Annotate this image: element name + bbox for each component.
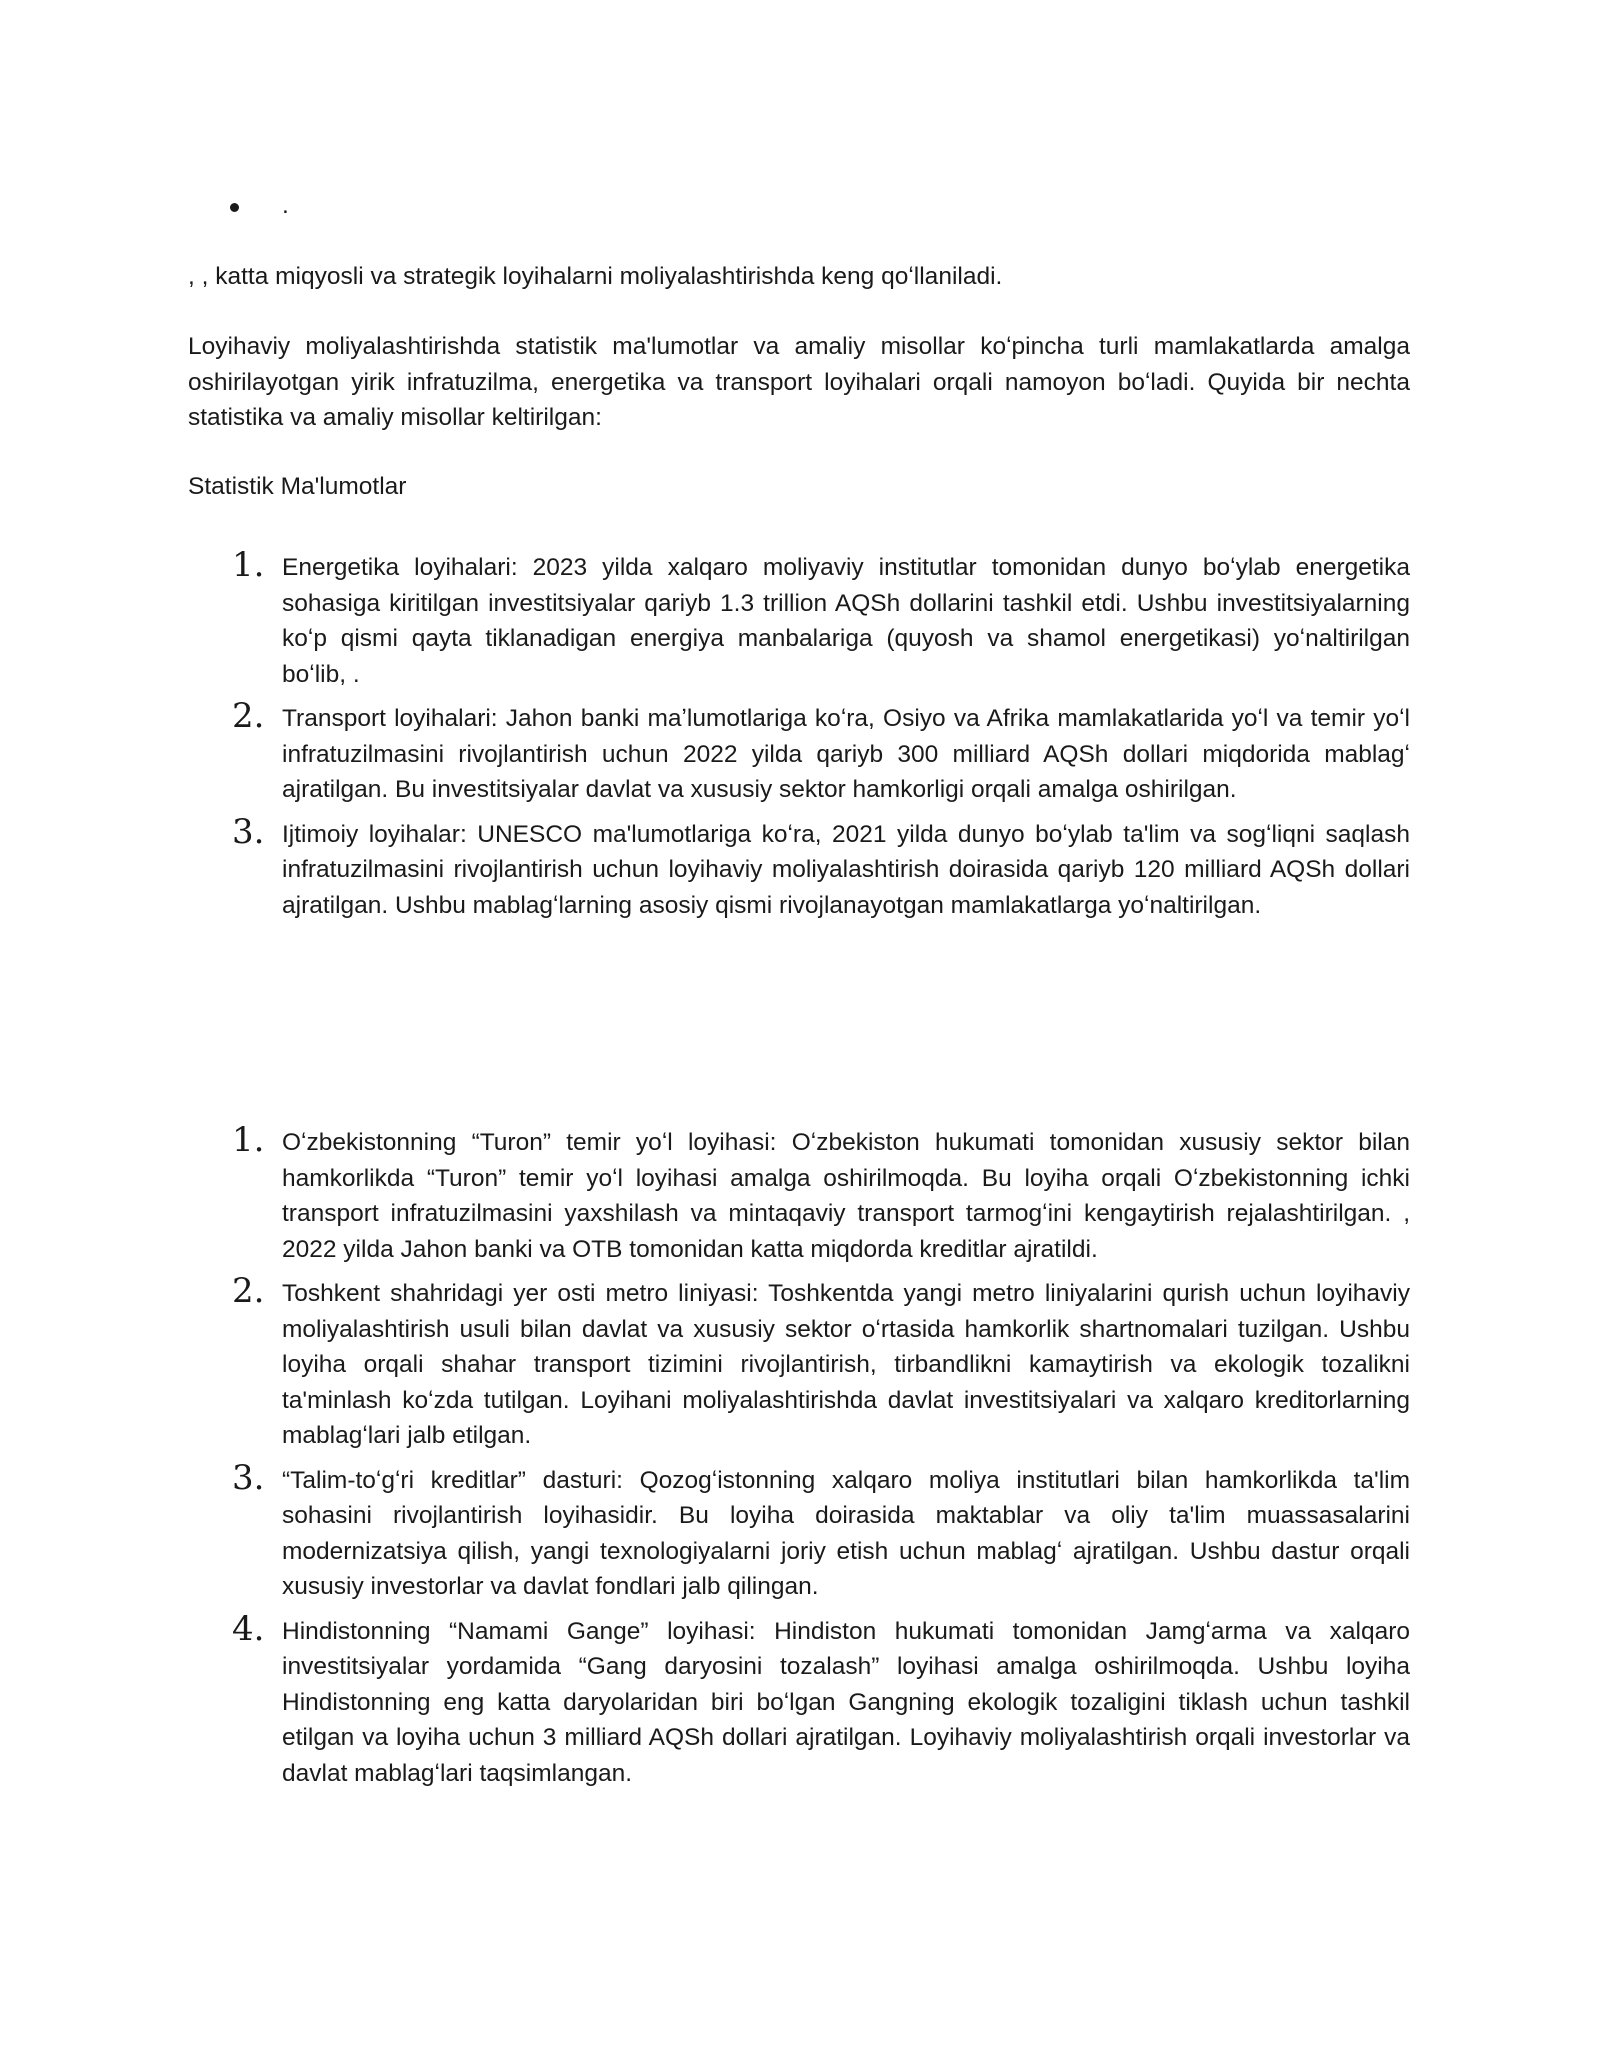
list-item <box>188 1457 1410 1605</box>
section-heading: Statistik Ma'lumotlar <box>188 473 407 500</box>
list-item <box>188 1608 1410 1792</box>
bullet-item <box>230 188 1452 224</box>
list-item-text: Hindistonning “Namami Gange” loyihasi: Hindiston hukumati tomonidan Jamgʻarma va xalqaro investitsiyalar yordamida “Gang daryosini tozalash” loyihasi amalga oshirilmoqda. Ushbu loyiha Hindistonning eng katta daryolaridan biri boʻlgan Gangning ekologik tozaligini tiklash uchun tashkil etilgan va loyiha uchun 3 milliard AQSh dollari ajratilgan. Loyihaviy moliyalashtirish orqali investorlar va davlat mablagʻlari taqsimlangan. <box>282 1617 1410 1787</box>
body-paragraph: Loyihaviy moliyalashtirishda statistik ma'lumotlar va amaliy misollar koʻpincha turli mamlakatlarda amalga oshirilayotgan yirik infratuzilma, energetika va transport loyihalari orqali namoyon boʻladi. Quyida bir nechta statistika va amaliy misollar keltirilgan: <box>188 333 1410 431</box>
list-item-text: Energetika loyihalari: 2023 yilda xalqaro moliyaviy institutlar tomonidan dunyo boʻylab energetika sohasiga kiritilgan investitsiyalar qariyb 1.3 trillion AQSh dollarini tashkil etdi. Ushbu investitsiyalarning koʻp qismi qayta tiklanadigan energiya manbalariga (quyosh va shamol energetikasi) yoʻnaltirilgan boʻlib, . <box>282 554 1410 688</box>
list-item <box>188 811 1410 924</box>
bullet-dot-icon <box>230 203 239 212</box>
list-item-text: Toshkent shahridagi yer osti metro liniyasi: Toshkentda yangi metro liniyalarini qurish uchun loyihaviy moliyalashtirish usuli bilan davlat va xususiy sektor oʻrtasida hamkorlik shartnomalari tuzilgan. Ushbu loyiha orqali shahar transport tizimini rivojlantirish, tirbandlikni kamaytirish va ekologik tozalikni ta'minlash koʻzda tutilgan. Loyihani moliyalashtirishda davlat investitsiyalari va xalqaro kreditorlarning mablagʻlari jalb etilgan. <box>282 1280 1410 1449</box>
list-item <box>188 545 1410 692</box>
intro-line: , , katta miqyosli va strategik loyihalarni moliyalashtirishda keng qoʻllaniladi. <box>188 263 1003 290</box>
list-number: 2. <box>232 1271 265 1311</box>
list-item <box>188 1271 1410 1454</box>
list-number: 1. <box>232 545 265 585</box>
list-number: 2. <box>232 696 265 736</box>
list-item-text: Transport loyihalari: Jahon banki maʼlumotlariga koʻra, Osiyo va Afrika mamlakatlarida yoʻl va temir yoʻl infratuzilmasini rivojlantirish uchun 2022 yilda qariyb 300 milliard AQSh dollari miqdorida mablagʻ ajratilgan. Bu investitsiyalar davlat va xususiy sektor hamkorligi orqali amalga oshirilgan. <box>282 705 1410 803</box>
list-item <box>188 696 1410 808</box>
list-number: 3. <box>232 811 265 852</box>
list-number: 4. <box>232 1608 265 1649</box>
list-item-text: “Talim-toʻgʻri kreditlar” dasturi: Qozogʻistonning xalqaro moliya institutlari bilan hamkorlikda ta'lim sohasini rivojlantirish loyihasidir. Bu loyiha doirasida maktablar va oliy ta'lim muassasalarini modernizatsiya qilish, yangi texnologiyalarni joriy etish uchun mablagʻ ajratilgan. Ushbu dastur orqali xususiy investorlar va davlat fondlari jalb qilingan. <box>282 1466 1410 1600</box>
list-item <box>188 1120 1410 1267</box>
list-item-text: Ijtimoiy loyihalar: UNESCO ma'lumotlariga koʻra, 2021 yilda dunyo boʻylab ta'lim va sogʻliqni saqlash infratuzilmasini rivojlantirish uchun loyihaviy moliyalashtirish doirasida qariyb 120 milliard AQSh dollari ajratilgan. Ushbu mablagʻlarning asosiy qismi rivojlanayotgan mamlakatlarga yoʻnaltirilgan. <box>282 820 1410 919</box>
list-item-text: Oʻzbekistonning “Turon” temir yoʻl loyihasi: Oʻzbekiston hukumati tomonidan xususiy sektor bilan hamkorlikda “Turon” temir yoʻl loyihasi amalga oshirilmoqda. Bu loyiha orqali Oʻzbekistonning ichki transport infratuzilmasini yaxshilash va mintaqaviy transport tarmogʻini kengaytirish rejalashtirilgan. , 2022 yilda Jahon banki va OTB tomonidan katta miqdorda kreditlar ajratildi. <box>282 1129 1410 1263</box>
examples-list <box>188 1120 1410 1800</box>
list-number: 1. <box>232 1120 265 1160</box>
statistics-list <box>188 545 1410 932</box>
list-number: 3. <box>232 1457 265 1498</box>
bullet-text: . <box>282 192 289 219</box>
